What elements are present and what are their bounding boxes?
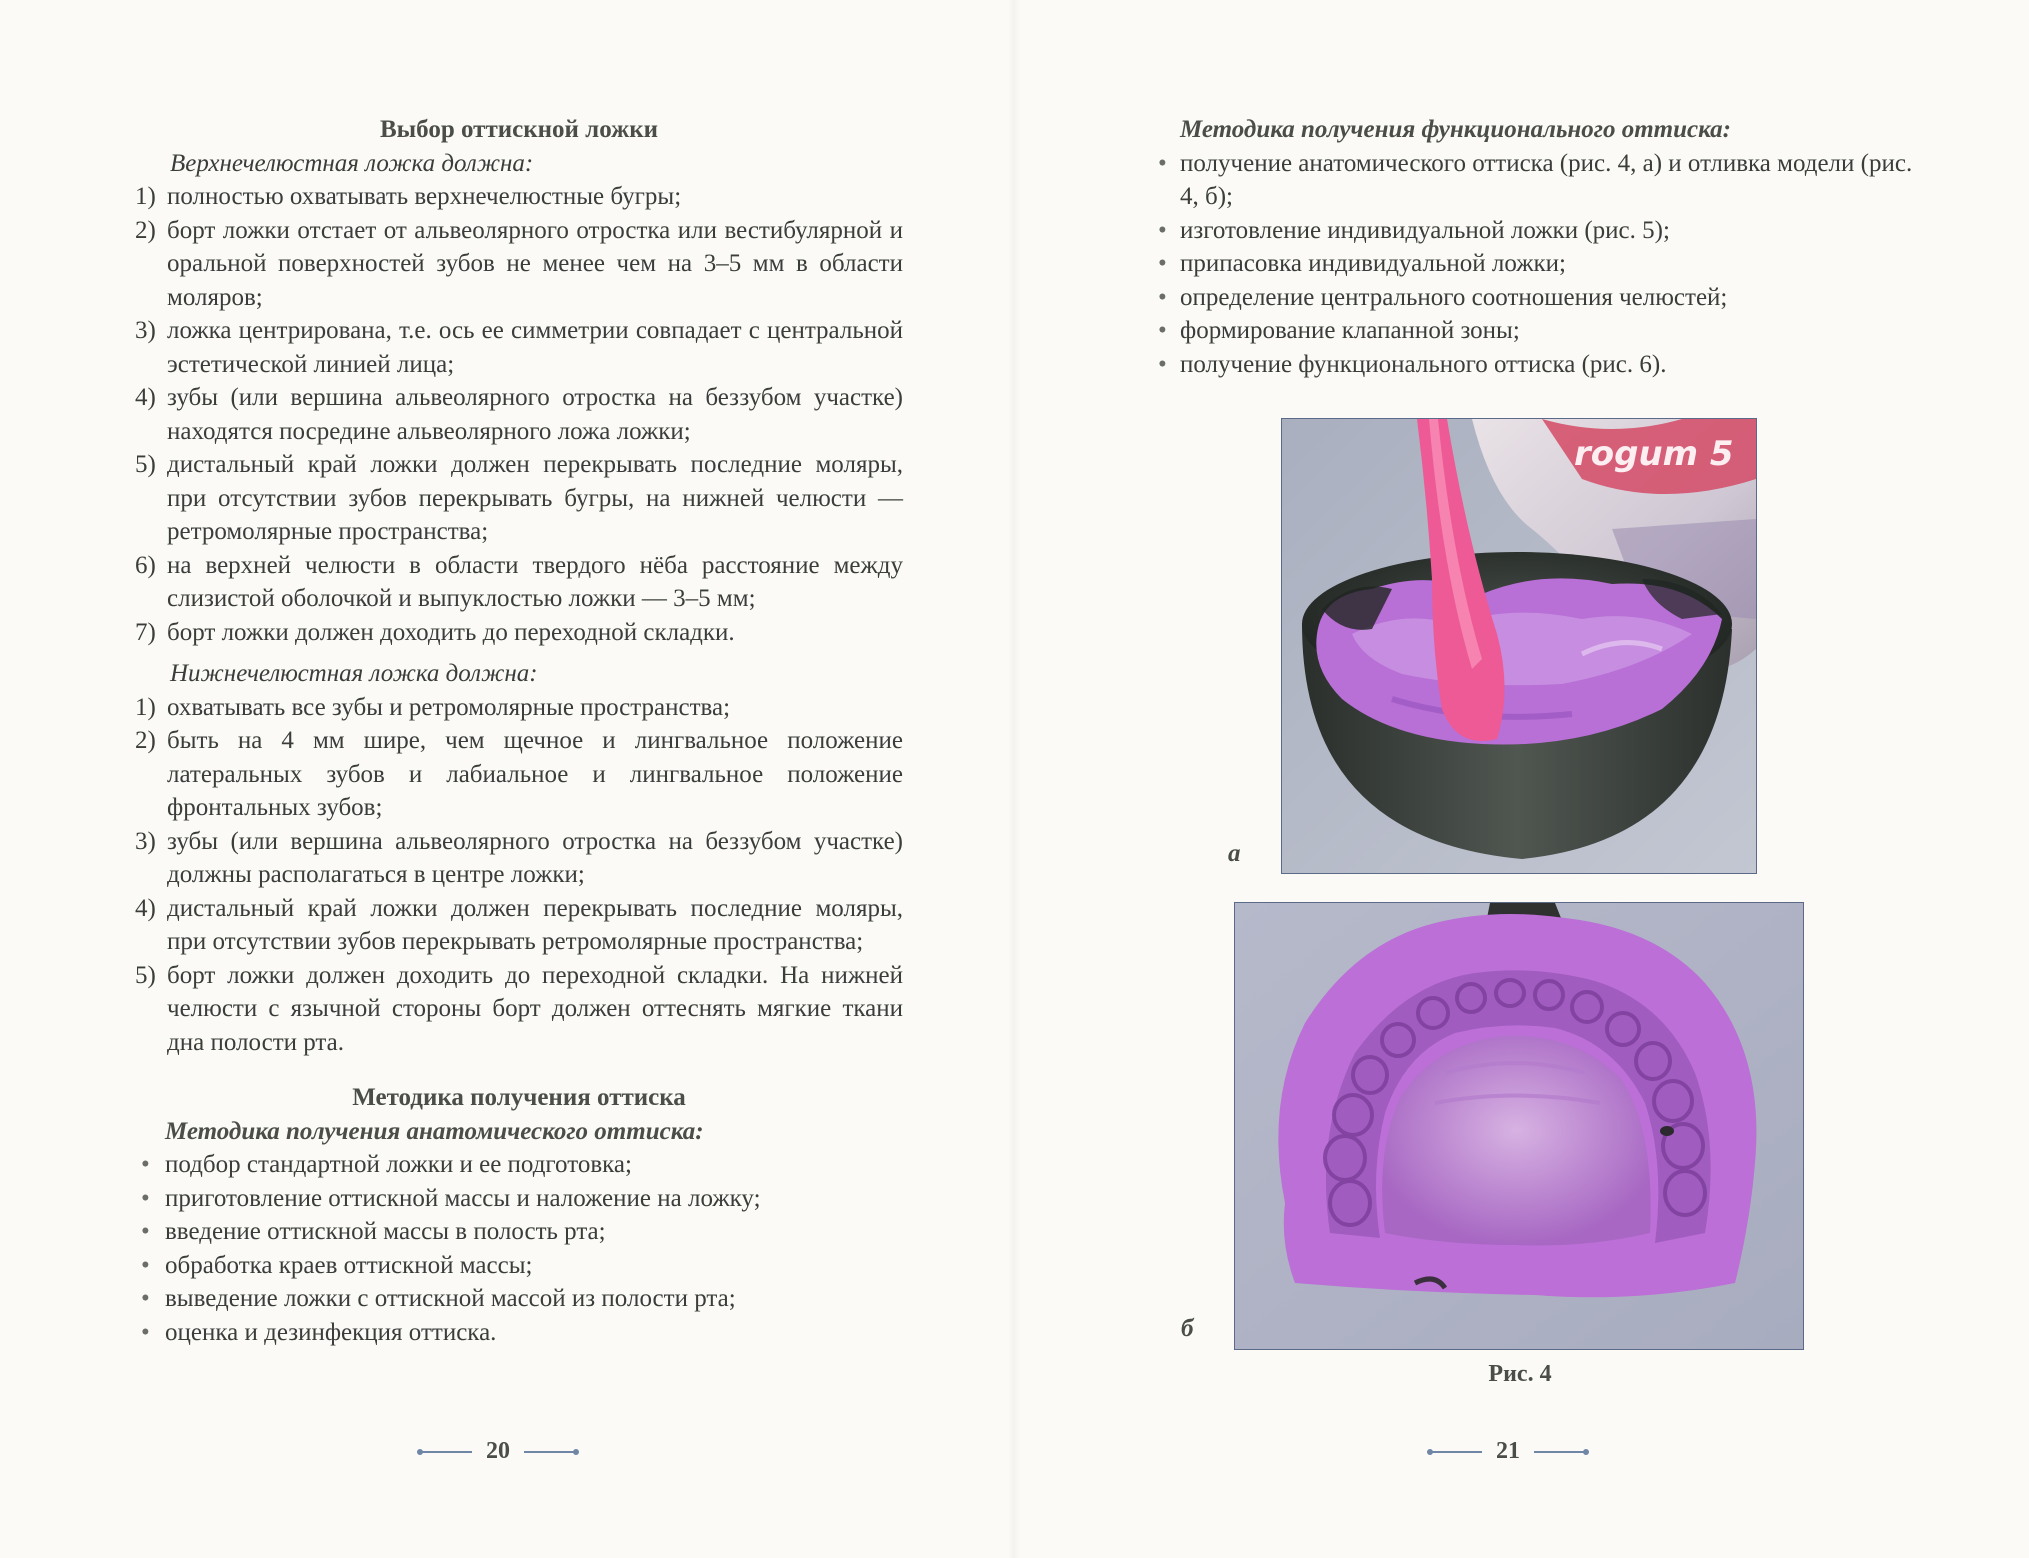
list-item (135, 959, 903, 1060)
item-text: подбор стандартной ложки и ее подготовка; (165, 1151, 632, 1178)
item-number: 5) (135, 961, 156, 989)
page-number-text: 20 (486, 1438, 510, 1464)
upper-tray-requirements-list (135, 180, 903, 649)
item-text: оценка и дезинфекция оттиска. (165, 1318, 497, 1346)
list-item (135, 1148, 903, 1182)
section-heading-tray-selection: Выбор оттискной ложки (379, 116, 659, 143)
item-number: 3) (135, 827, 156, 855)
page-number-ornament (1430, 1451, 1482, 1453)
right-page-text (1158, 113, 1918, 381)
item-text: введение оттискной массы в полость рта; (165, 1218, 606, 1245)
package-label: rogum 5 (1574, 434, 1734, 474)
section-heading-impression-method: Методика получения оттиска (352, 1084, 686, 1111)
list-item (135, 1215, 903, 1249)
figure-a-label: а (1228, 840, 1241, 867)
lower-tray-requirements-list (135, 691, 903, 1060)
bullet-icon: • (141, 1184, 150, 1212)
bullet-icon: • (141, 1151, 150, 1178)
item-number: 4) (135, 384, 156, 411)
item-text: обработка краев оттискной массы; (165, 1251, 533, 1279)
page-number-text: 21 (1496, 1438, 1520, 1464)
list-item (135, 1316, 903, 1350)
item-number: 2) (135, 727, 156, 754)
figure-b-label: б (1181, 1315, 1194, 1342)
item-number: 3) (135, 317, 156, 344)
bullet-icon: • (141, 1318, 150, 1346)
figure-b-photo-impression (1234, 902, 1804, 1350)
item-text: охватывать все зубы и ретромолярные пространства; (167, 693, 731, 721)
item-text: приготовление оттискной массы и наложение на ложку; (165, 1184, 761, 1212)
list-item (135, 892, 903, 959)
list-item (1158, 314, 1918, 348)
figure-caption: Рис. 4 (1488, 1361, 1552, 1387)
list-item (135, 825, 903, 892)
item-number: 5) (135, 451, 156, 478)
page-number-right (1430, 1438, 1586, 1465)
page-number-left (420, 1438, 576, 1465)
item-text: на верхней челюсти в области твердого нёба расстояние между слизистой оболочкой и выпуклостью ложки — 3–5 мм; (167, 551, 903, 612)
list-item (135, 314, 903, 381)
item-text: припасовка индивидуальной ложки; (1180, 250, 1566, 277)
item-text: определение центрального соотношения челюстей; (1180, 283, 1728, 311)
list-item (135, 724, 903, 825)
bullet-icon: • (1158, 317, 1167, 344)
bullet-icon: • (1158, 350, 1167, 378)
lower-tray-intro: Нижнечелюстная ложка должна: (170, 660, 538, 687)
bullet-icon: • (141, 1218, 150, 1245)
list-item (135, 691, 903, 725)
item-text: зубы (или вершина альвеолярного отростка на беззубом участке) находятся посредине альвеолярного ложа ложки; (167, 384, 903, 445)
list-item (135, 1282, 903, 1316)
item-text: ложка центрирована, т.е. ось ее симметрии совпадает с центральной эстетической линией лица; (167, 317, 903, 378)
item-text: формирование клапанной зоны; (1180, 317, 1520, 344)
bullet-icon: • (1158, 250, 1167, 277)
list-item (135, 616, 903, 650)
list-item (135, 549, 903, 616)
item-text: борт ложки должен доходить до переходной складки. На нижней челюсти с язычной стороны борт должен оттеснять мягкие ткани дна полости рта. (167, 961, 903, 1056)
list-item (1158, 348, 1918, 382)
functional-method-title: Методика получения функционального оттиска: (1180, 116, 1732, 143)
book-spine (1008, 0, 1020, 1558)
list-item (135, 381, 903, 448)
list-item (1158, 214, 1918, 248)
item-text: изготовление индивидуальной ложки (рис. 5); (1180, 216, 1670, 244)
item-text: дистальный край ложки должен перекрывать последние моляры, при отсутствии зубов перекрывать бугры, на нижней челюсти — ретромолярные пространства; (167, 451, 903, 545)
item-number: 7) (135, 618, 156, 646)
figure-a-photo-mixing-bowl (1281, 418, 1757, 874)
list-item (135, 1182, 903, 1216)
list-item (135, 1249, 903, 1283)
page-number-ornament (1534, 1451, 1586, 1453)
bullet-icon: • (1158, 216, 1167, 244)
page-number-ornament (420, 1451, 472, 1453)
list-item (1158, 247, 1918, 281)
item-number: 1) (135, 183, 156, 210)
item-text: получение функционального оттиска (рис. 6). (1180, 350, 1667, 378)
item-text: полностью охватывать верхнечелюстные бугры; (167, 183, 682, 210)
left-page-text (135, 113, 903, 1349)
item-number: 6) (135, 551, 156, 579)
item-text: борт ложки должен доходить до переходной складки. (167, 618, 735, 646)
bullet-icon: • (1158, 149, 1167, 177)
item-text: борт ложки отстает от альвеолярного отростка или вестибулярной и оральной поверхностей зубов не менее чем на 3–5 мм в области моляров; (167, 216, 903, 311)
item-text: выведение ложки с оттискной массой из полости рта; (165, 1285, 736, 1312)
item-text: получение анатомического оттиска (рис. 4, а) и отливка модели (рис. 4, б); (1180, 149, 1913, 210)
anatomical-steps-list (135, 1148, 903, 1349)
bullet-icon: • (141, 1251, 150, 1279)
item-text: дистальный край ложки должен перекрывать последние моляры, при отсутствии зубов перекрывать ретромолярные пространства; (167, 894, 903, 955)
bullet-icon: • (141, 1285, 150, 1312)
list-item (1158, 281, 1918, 315)
item-number: 2) (135, 216, 156, 244)
list-item (1158, 147, 1918, 214)
page-number-ornament (524, 1451, 576, 1453)
list-item (135, 214, 903, 315)
upper-tray-intro: Верхнечелюстная ложка должна: (170, 149, 534, 177)
list-item (135, 180, 903, 214)
anatomical-method-title: Методика получения анатомического оттиска: (165, 1117, 704, 1145)
bullet-icon: • (1158, 283, 1167, 311)
item-number: 4) (135, 894, 156, 922)
item-text: зубы (или вершина альвеолярного отростка на беззубом участке) должны располагаться в центре ложки; (167, 827, 903, 888)
item-text: быть на 4 мм шире, чем щечное и лингвальное положение латеральных зубов и лабиальное и лингвальное положение фронтальных зубов; (167, 727, 903, 821)
functional-steps-list (1158, 147, 1918, 382)
item-number: 1) (135, 693, 156, 721)
list-item (135, 448, 903, 549)
